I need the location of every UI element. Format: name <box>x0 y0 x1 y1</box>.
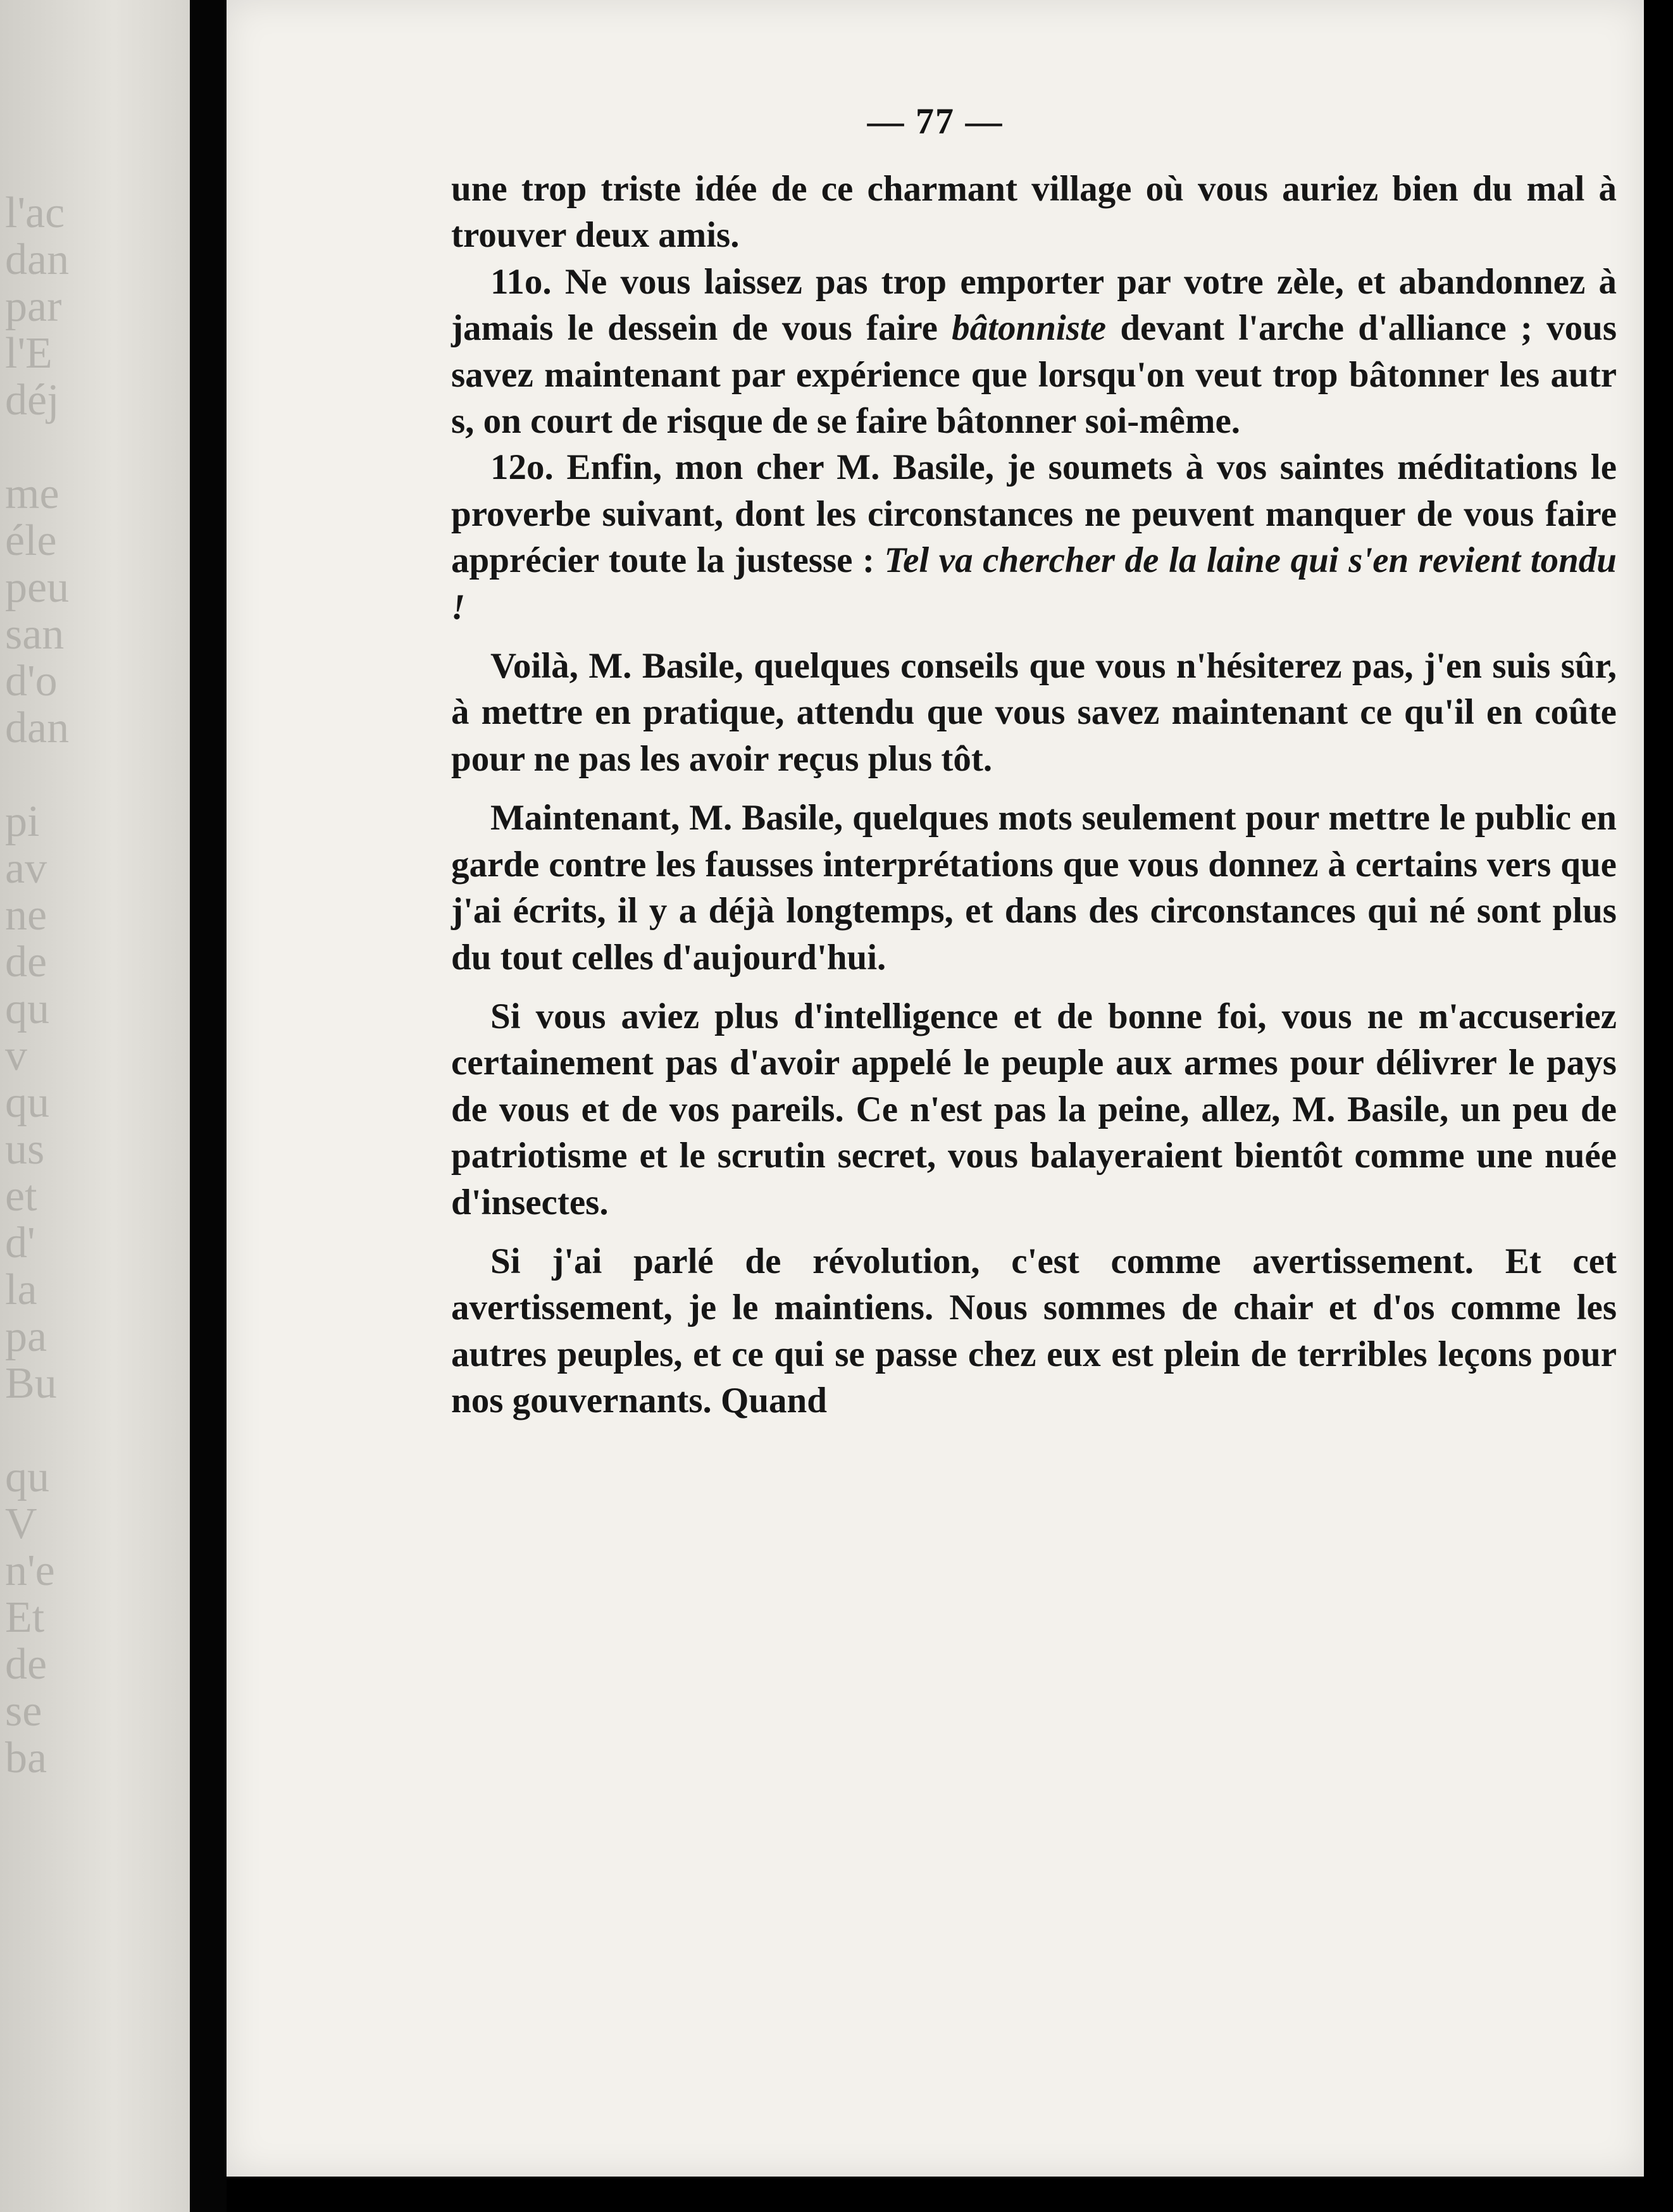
facing-page-fragment: Et <box>5 1593 45 1642</box>
facing-page-fragment: de <box>5 938 47 986</box>
paragraph-5 <box>451 795 1617 981</box>
facing-page-fragment: n'e <box>5 1546 55 1595</box>
binding-gutter <box>190 0 227 2212</box>
facing-page-fragment: déj <box>5 376 59 425</box>
paragraph-2-italic: bâtonniste <box>952 308 1107 349</box>
scan-border-right <box>1644 0 1673 2212</box>
facing-page-fragment: ba <box>5 1734 47 1782</box>
facing-page-fragment: V <box>5 1500 37 1548</box>
facing-page-fragment: l'E <box>5 329 53 378</box>
facing-page-fragment: et <box>5 1172 37 1221</box>
facing-page-fragment: av <box>5 844 47 893</box>
paragraph-3-text: 12o. Enfin, mon cher M. Basile, je soumets à vos saintes méditations le proverbe suivant, dont les circonstances ne peuvent manquer de vous faire apprécier toute la justesse : <box>451 447 1617 581</box>
facing-page-fragment: par <box>5 282 62 331</box>
facing-page-fragment: me <box>5 469 59 518</box>
facing-page-fragment: san <box>5 610 65 659</box>
facing-page-fragment: ne <box>5 891 47 940</box>
paragraph-7-text: Si j'ai parlé de révolution, c'est comme avertissement. Et cet avertissement, je le maintiens. Nous sommes de chair et d'os comme les autres peuples, et ce qui se passe chez eux est plein de terribles leçons pour nos gouvernants. Quand <box>451 1241 1617 1421</box>
paragraph-5-text: Maintenant, M. Basile, quelques mots seulement pour mettre le public en garde contre les fausses interprétations que vous donnez à certains vers que j'ai écrits, il y a déjà longtemps, et dans des circonstances qui né sont plus du tout celles d'aujourd'hui. <box>451 798 1617 978</box>
paragraph-2-rest: devant l'arche d'alliance ; vous savez maintenant par expérience que lorsqu'on veut trop bâtonner les autr s, on court de risque de se faire bâtonner soi-même. <box>451 308 1617 442</box>
facing-page-fragment: d'o <box>5 657 58 705</box>
facing-page-fragment: peu <box>5 563 70 612</box>
paragraph-6-text: Si vous aviez plus d'intelligence et de bonne foi, vous ne m'accuseriez certainement pas d'avoir appelé le peuple aux armes pour délivrer le pays de vous et de vos pareils. Ce n'est pas la peine, allez, M. Basile, un peu de patriotisme et le scrutin secret, vous balayeraient bientôt comme une nuée d'insectes. <box>451 996 1617 1222</box>
paragraph-1-text: une trop triste idée de ce charmant village où vous auriez bien du mal à trouver deux amis. <box>451 169 1617 256</box>
facing-page-fragment: Bu <box>5 1359 57 1408</box>
facing-page-fragment: se <box>5 1687 42 1736</box>
facing-page-edge <box>0 0 190 2212</box>
facing-page-fragment: éle <box>5 516 57 565</box>
facing-page-fragment: pa <box>5 1312 47 1361</box>
paragraph-4 <box>451 643 1617 782</box>
facing-page-fragment: dan <box>5 235 70 284</box>
facing-page-fragment: de <box>5 1640 47 1689</box>
facing-page-fragment: la <box>5 1265 37 1314</box>
paragraph-1 <box>451 166 1617 259</box>
facing-page-fragment: qu <box>5 1078 49 1127</box>
page <box>227 0 1644 2177</box>
facing-page-fragment: qu <box>5 1453 49 1501</box>
paragraph-2 <box>451 259 1617 445</box>
facing-page-fragment: us <box>5 1125 45 1174</box>
facing-page-fragment: qu <box>5 985 49 1033</box>
facing-page-fragment: dan <box>5 704 70 752</box>
facing-page-fragment: l'ac <box>5 189 65 237</box>
paragraph-3-italic: Tel va chercher de la laine qui s'en revient tondu ! <box>451 540 1617 627</box>
paragraph-7 <box>451 1238 1617 1424</box>
paragraph-6 <box>451 993 1617 1226</box>
scan-border-bottom <box>227 2177 1673 2212</box>
facing-page-fragment: v <box>5 1031 27 1080</box>
paragraph-2-text: 11o. Ne vous laissez pas trop emporter par votre zèle, et abandonnez à jamais le dessein de vous faire <box>451 261 1617 349</box>
facing-page-fragment: d' <box>5 1219 35 1267</box>
page-number: — 77 — <box>867 101 1004 142</box>
body-text <box>451 166 1617 1424</box>
facing-page-fragment: pi <box>5 797 40 846</box>
paragraph-4-text: Voilà, M. Basile, quelques conseils que vous n'hésiterez pas, j'en suis sûr, à mettre en pratique, attendu que vous savez maintenant ce qu'il en coûte pour ne pas les avoir reçus plus tôt. <box>451 646 1617 779</box>
paragraph-3 <box>451 444 1617 630</box>
